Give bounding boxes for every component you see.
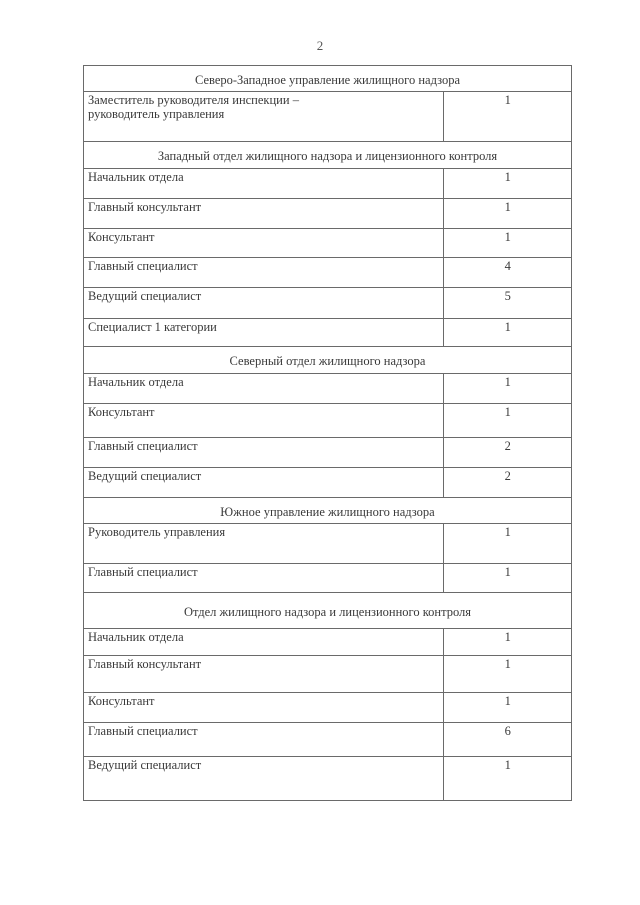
count-cell: 5 — [444, 288, 572, 319]
section-title: Отдел жилищного надзора и лицензионного контроля — [84, 593, 572, 629]
position-cell: Ведущий специалист — [84, 468, 444, 498]
table-row — [84, 374, 572, 404]
table-row — [84, 404, 572, 438]
table-row — [84, 757, 572, 801]
position-cell: Начальник отдела — [84, 169, 444, 199]
table-row — [84, 723, 572, 757]
count-cell: 1 — [444, 757, 572, 801]
count-cell: 1 — [444, 629, 572, 656]
table-row — [84, 564, 572, 593]
position-cell: Консультант — [84, 693, 444, 723]
staffing-table — [83, 65, 572, 801]
section-header-row — [84, 593, 572, 629]
count-cell: 1 — [444, 374, 572, 404]
section-title: Северо-Западное управление жилищного надзора — [84, 66, 572, 92]
count-cell: 1 — [444, 693, 572, 723]
position-cell: Ведущий специалист — [84, 757, 444, 801]
table-row — [84, 229, 572, 258]
page-number: 2 — [316, 38, 324, 53]
count-cell: 4 — [444, 258, 572, 288]
count-cell: 1 — [444, 564, 572, 593]
table-row — [84, 438, 572, 468]
position-cell: Начальник отдела — [84, 629, 444, 656]
position-cell: Главный консультант — [84, 199, 444, 229]
section-header-row — [84, 498, 572, 524]
position-cell: Специалист 1 категории — [84, 319, 444, 347]
table-row — [84, 258, 572, 288]
section-header-row — [84, 142, 572, 169]
position-cell: Главный специалист — [84, 723, 444, 757]
table-row — [84, 288, 572, 319]
count-cell: 6 — [444, 723, 572, 757]
count-cell: 2 — [444, 468, 572, 498]
position-cell: Ведущий специалист — [84, 288, 444, 319]
section-header-row — [84, 66, 572, 92]
table-row — [84, 199, 572, 229]
count-cell: 1 — [444, 229, 572, 258]
table-row — [84, 92, 572, 142]
position-cell: Главный специалист — [84, 564, 444, 593]
count-cell: 1 — [444, 319, 572, 347]
table-row — [84, 524, 572, 564]
count-cell: 1 — [444, 524, 572, 564]
position-cell: Заместитель руководителя инспекции – руководитель управления — [84, 92, 444, 142]
position-cell: Консультант — [84, 229, 444, 258]
count-cell: 1 — [444, 169, 572, 199]
count-cell: 2 — [444, 438, 572, 468]
table-row — [84, 629, 572, 656]
table-row — [84, 693, 572, 723]
table-row — [84, 319, 572, 347]
position-cell: Консультант — [84, 404, 444, 438]
position-cell: Главный специалист — [84, 438, 444, 468]
section-header-row — [84, 347, 572, 374]
position-cell: Главный специалист — [84, 258, 444, 288]
position-cell: Начальник отдела — [84, 374, 444, 404]
count-cell: 1 — [444, 199, 572, 229]
count-cell: 1 — [444, 404, 572, 438]
count-cell: 1 — [444, 656, 572, 693]
section-title: Северный отдел жилищного надзора — [84, 347, 572, 374]
section-title: Южное управление жилищного надзора — [84, 498, 572, 524]
table-row — [84, 656, 572, 693]
table-row — [84, 169, 572, 199]
section-title: Западный отдел жилищного надзора и лицензионного контроля — [84, 142, 572, 169]
position-cell: Руководитель управления — [84, 524, 444, 564]
table-row — [84, 468, 572, 498]
position-cell: Главный консультант — [84, 656, 444, 693]
count-cell: 1 — [444, 92, 572, 142]
